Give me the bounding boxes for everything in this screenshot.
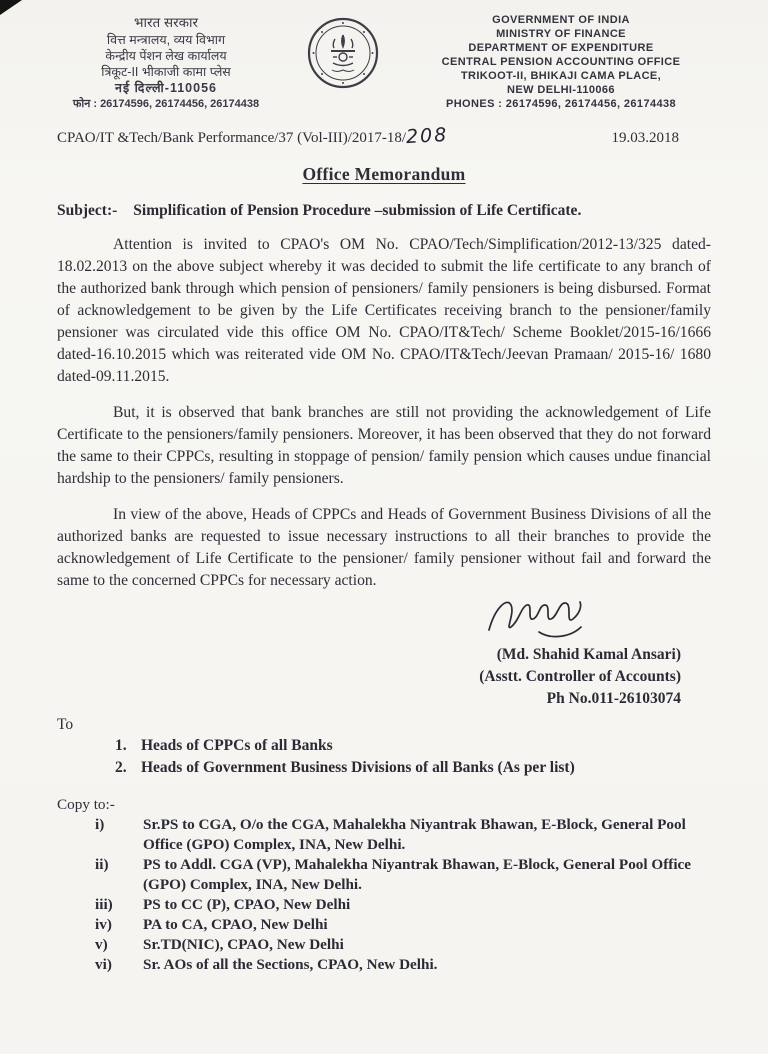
ashoka-emblem-icon	[300, 10, 386, 94]
copy-to-item-text: PS to CC (P), CPAO, New Delhi	[143, 895, 351, 913]
copy-to-item-number: iv)	[95, 915, 112, 933]
copy-to-item-number: v)	[95, 935, 108, 953]
letterhead-english	[411, 10, 711, 112]
copy-to-item	[95, 955, 711, 975]
copy-to-item-text: Sr.PS to CGA, O/o the CGA, Mahalekha Niyantrak Bhawan, E-Block, General Pool Office (GPO) Complex, INA, New Delhi.	[143, 815, 686, 853]
english-line: MINISTRY OF FINANCE	[496, 28, 626, 41]
english-line: PHONES : 26174596, 26174456, 26174438	[445, 98, 677, 111]
copy-to-item	[95, 915, 711, 935]
page-title	[57, 164, 711, 185]
letterhead	[57, 10, 711, 112]
addressee-item-number: 1.	[115, 736, 127, 754]
subject-line	[57, 202, 711, 220]
memo-date: 19.03.2018	[611, 129, 679, 146]
subject-text: Simplification of Pension Procedure –submission of Life Certificate.	[133, 201, 582, 219]
copy-to-item	[95, 855, 711, 895]
hindi-line: त्रिकूट-II भीकाजी कामा प्लेस	[101, 65, 231, 80]
reference-number	[57, 125, 448, 147]
addressee-item	[115, 757, 711, 779]
hindi-line: नई दिल्ली-110056	[115, 81, 217, 96]
signature-block	[57, 592, 711, 710]
handwritten-serial-number: 208	[405, 123, 449, 148]
addressee-item-text: Heads of Government Business Divisions of all Banks (As per list)	[141, 758, 575, 776]
reference-number-printed: CPAO/IT &Tech/Bank Performance/37 (Vol-III)/2017-18/	[57, 129, 407, 146]
copy-to-item-text: PS to Addl. CGA (VP), Mahalekha Niyantrak Bhawan, E-Block, General Pool Office (GPO) Complex, INA, New Delhi.	[143, 855, 692, 893]
scan-corner-artifact	[0, 0, 22, 15]
hindi-line: केन्द्रीय पेंशन लेख कार्यालय	[105, 48, 227, 63]
signature-scribble	[481, 592, 593, 644]
addressee-item	[115, 735, 711, 757]
english-line: DEPARTMENT OF EXPENDITURE	[468, 42, 654, 55]
copy-to-item	[95, 935, 711, 955]
hindi-line: वित्त मन्त्रालय, व्यय विभाग	[106, 32, 226, 47]
paragraph-2: But, it is observed that bank branches are still not providing the acknowledgement of Life Certificate to the pensioners/family pensioners. Moreover, it has been observed that they do not forward the same to their CPPCs, resulting in stoppage of pension/ family pension which causes undue financial hardship to the pensioners/ family pensioners.	[57, 403, 711, 487]
addressee-item-text: Heads of CPPCs of all Banks	[141, 736, 333, 754]
paragraph-3: In view of the above, Heads of CPPCs and Heads of Government Business Divisions of all the authorized banks are requested to issue necessary instructions to all their branches to provide the acknowledgement of Life Certificate to the pensioner/ family pensioner without fail and forward the same to the concerned CPPCs for necessary action.	[57, 505, 711, 589]
english-line: NEW DELHI-110066	[507, 84, 615, 97]
english-line: GOVERNMENT OF INDIA	[492, 14, 630, 26]
copy-to-item	[95, 815, 711, 855]
to-label: To	[57, 715, 74, 733]
addressee-item-number: 2.	[115, 758, 127, 776]
copy-to-item-number: i)	[95, 815, 105, 833]
copy-to-label: Copy to:-	[57, 795, 115, 813]
copy-to-item-number: ii)	[95, 855, 109, 873]
copy-to-item-number: vi)	[95, 955, 112, 973]
copy-to-item-number: iii)	[95, 895, 113, 913]
signatory-designation: (Asstt. Controller of Accounts)	[479, 667, 681, 685]
hindi-line: फोन : 26174596, 26174456, 26174438	[72, 97, 260, 110]
english-line: TRIKOOT-II, BHIKAJI CAMA PLACE,	[460, 70, 662, 83]
paragraph-1: Attention is invited to CPAO's OM No. CPAO/Tech/Simplification/2012-13/325 dated-18.02.2013 on the above subject whereby it was decided to submit the life certificate to any branch of the authorized bank through which pension of pensioners/ family pensioners is being disbursed. Format of acknowledgement to be given by the Life Certificates receiving branch to the pensioner/family pensioner was circulated vide this office OM No. CPAO/IT&Tech/ Scheme Booklet/2015-16/1666 dated-16.10.2015 which was reiterated vide OM No. CPAO/IT&Tech/Jeevan Pramaan/ 2015-16/ 1680 dated-09.11.2015.	[57, 235, 711, 385]
addressee-block	[57, 714, 711, 779]
subject-label: Subject:-	[57, 201, 118, 219]
english-line: CENTRAL PENSION ACCOUNTING OFFICE	[441, 56, 681, 69]
copy-to-item-text: Sr.TD(NIC), CPAO, New Delhi	[143, 935, 344, 953]
signatory-name: (Md. Shahid Kamal Ansari)	[496, 645, 681, 663]
page-title-text: Office Memorandum	[302, 163, 466, 184]
copy-to-block	[57, 794, 711, 975]
hindi-line: भारत सरकार	[134, 15, 198, 30]
copy-to-item-text: PA to CA, CPAO, New Delhi	[143, 915, 328, 933]
copy-to-item	[95, 895, 711, 915]
copy-to-item-text: Sr. AOs of all the Sections, CPAO, New Delhi.	[143, 955, 438, 973]
signatory-phone: Ph No.011-26103074	[546, 689, 681, 707]
reference-row	[57, 125, 711, 147]
letterhead-hindi	[57, 10, 275, 111]
